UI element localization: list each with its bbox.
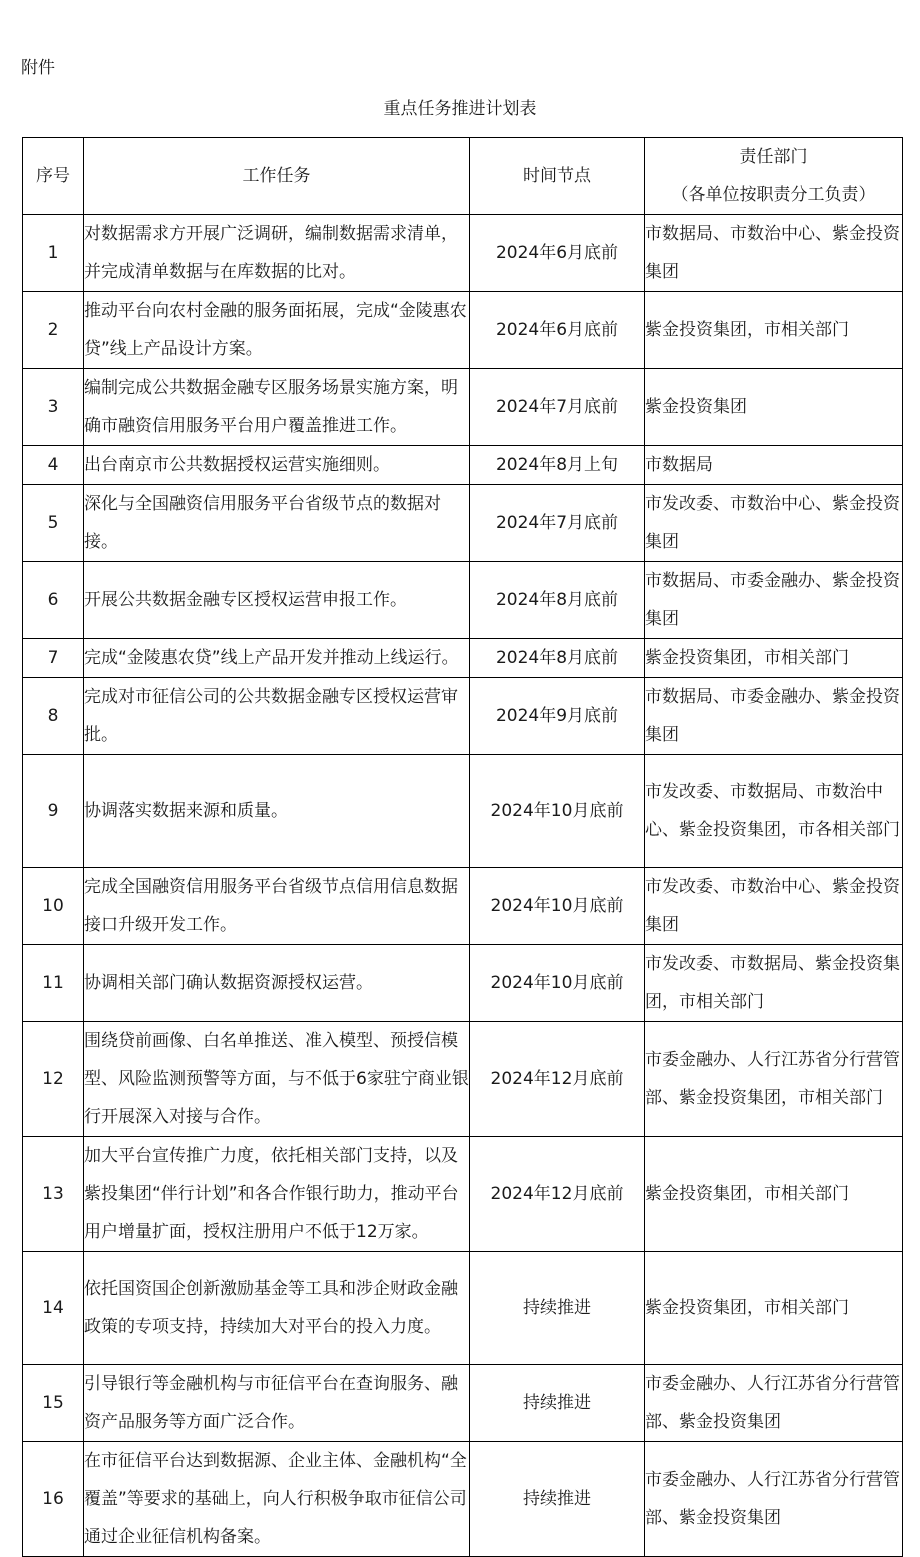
table-row [23, 485, 903, 562]
header-dept-line2: （各单位按职责分工负责） [671, 185, 876, 205]
cell-dept: 紫金投资集团 [645, 369, 903, 446]
table-row [23, 446, 903, 485]
cell-time: 2024年10月底前 [470, 945, 645, 1022]
cell-no: 4 [23, 446, 84, 485]
table-row [23, 868, 903, 945]
cell-dept: 紫金投资集团，市相关部门 [645, 1252, 903, 1365]
cell-time: 2024年12月底前 [470, 1137, 645, 1252]
cell-task: 加大平台宣传推广力度，依托相关部门支持，以及紫投集团“伴行计划”和各合作银行助力，推动平台用户增量扩面，授权注册用户不低于12万家。 [84, 1137, 470, 1252]
cell-dept: 市发改委、市数治中心、紫金投资集团 [645, 485, 903, 562]
cell-time: 2024年7月底前 [470, 485, 645, 562]
cell-task: 出台南京市公共数据授权运营实施细则。 [84, 446, 470, 485]
cell-dept: 市数据局 [645, 446, 903, 485]
page-title: 重点任务推进计划表 [383, 99, 537, 119]
cell-task: 依托国资国企创新激励基金等工具和涉企财政金融政策的专项支持，持续加大对平台的投入力度。 [84, 1252, 470, 1365]
cell-no: 6 [23, 562, 84, 639]
table-row [23, 945, 903, 1022]
cell-task: 开展公共数据金融专区授权运营申报工作。 [84, 562, 470, 639]
cell-time: 2024年8月底前 [470, 639, 645, 678]
header-no: 序号 [23, 138, 84, 215]
cell-dept: 市委金融办、人行江苏省分行营管部、紫金投资集团，市相关部门 [645, 1022, 903, 1137]
cell-no: 12 [23, 1022, 84, 1137]
cell-task: 在市征信平台达到数据源、企业主体、金融机构“全覆盖”等要求的基础上，向人行积极争取市征信公司通过企业征信机构备案。 [84, 1442, 470, 1557]
cell-dept: 市数据局、市委金融办、紫金投资集团 [645, 678, 903, 755]
table-row [23, 292, 903, 369]
cell-task: 编制完成公共数据金融专区服务场景实施方案，明确市融资信用服务平台用户覆盖推进工作。 [84, 369, 470, 446]
cell-dept: 市委金融办、人行江苏省分行营管部、紫金投资集团 [645, 1442, 903, 1557]
cell-no: 13 [23, 1137, 84, 1252]
cell-task: 完成对市征信公司的公共数据金融专区授权运营审批。 [84, 678, 470, 755]
cell-time: 持续推进 [470, 1365, 645, 1442]
cell-task: 协调相关部门确认数据资源授权运营。 [84, 945, 470, 1022]
cell-task: 深化与全国融资信用服务平台省级节点的数据对接。 [84, 485, 470, 562]
attachment-label: 附件 [21, 58, 55, 78]
table-row [23, 1137, 903, 1252]
cell-time: 2024年10月底前 [470, 755, 645, 868]
cell-no: 14 [23, 1252, 84, 1365]
cell-no: 7 [23, 639, 84, 678]
cell-time: 2024年10月底前 [470, 868, 645, 945]
cell-time: 2024年6月底前 [470, 215, 645, 292]
cell-dept: 市数据局、市数治中心、紫金投资集团 [645, 215, 903, 292]
header-dept-line1: 责任部门 [739, 147, 808, 167]
table-row [23, 1442, 903, 1557]
cell-no: 16 [23, 1442, 84, 1557]
cell-task: 围绕贷前画像、白名单推送、准入模型、预授信模型、风险监测预警等方面，与不低于6家驻宁商业银行开展深入对接与合作。 [84, 1022, 470, 1137]
table-row [23, 678, 903, 755]
cell-no: 10 [23, 868, 84, 945]
cell-task: 引导银行等金融机构与市征信平台在查询服务、融资产品服务等方面广泛合作。 [84, 1365, 470, 1442]
table-header-row [23, 138, 903, 215]
cell-dept: 市数据局、市委金融办、紫金投资集团 [645, 562, 903, 639]
table-row [23, 562, 903, 639]
cell-task: 协调落实数据来源和质量。 [84, 755, 470, 868]
cell-time: 持续推进 [470, 1442, 645, 1557]
cell-dept: 市委金融办、人行江苏省分行营管部、紫金投资集团 [645, 1365, 903, 1442]
cell-time: 2024年12月底前 [470, 1022, 645, 1137]
header-time: 时间节点 [470, 138, 645, 215]
cell-no: 2 [23, 292, 84, 369]
cell-time: 2024年8月底前 [470, 562, 645, 639]
cell-no: 8 [23, 678, 84, 755]
cell-time: 2024年7月底前 [470, 369, 645, 446]
cell-dept: 市发改委、市数据局、紫金投资集团，市相关部门 [645, 945, 903, 1022]
table-row [23, 755, 903, 868]
table-row [23, 1365, 903, 1442]
table-row [23, 639, 903, 678]
task-plan-table [22, 137, 903, 1557]
header-task: 工作任务 [84, 138, 470, 215]
cell-time: 2024年9月底前 [470, 678, 645, 755]
cell-no: 9 [23, 755, 84, 868]
cell-task: 推动平台向农村金融的服务面拓展，完成“金陵惠农贷”线上产品设计方案。 [84, 292, 470, 369]
cell-task: 对数据需求方开展广泛调研，编制数据需求清单，并完成清单数据与在库数据的比对。 [84, 215, 470, 292]
table-row [23, 369, 903, 446]
table-row [23, 1252, 903, 1365]
cell-task: 完成“金陵惠农贷”线上产品开发并推动上线运行。 [84, 639, 470, 678]
cell-no: 3 [23, 369, 84, 446]
cell-task: 完成全国融资信用服务平台省级节点信用信息数据接口升级开发工作。 [84, 868, 470, 945]
cell-no: 15 [23, 1365, 84, 1442]
table-row [23, 1022, 903, 1137]
cell-dept: 紫金投资集团，市相关部门 [645, 639, 903, 678]
cell-dept: 紫金投资集团，市相关部门 [645, 1137, 903, 1252]
cell-no: 5 [23, 485, 84, 562]
cell-time: 2024年6月底前 [470, 292, 645, 369]
cell-no: 1 [23, 215, 84, 292]
cell-time: 2024年8月上旬 [470, 446, 645, 485]
cell-no: 11 [23, 945, 84, 1022]
table-row [23, 215, 903, 292]
cell-dept: 紫金投资集团，市相关部门 [645, 292, 903, 369]
header-dept [645, 138, 903, 215]
cell-dept: 市发改委、市数据局、市数治中心、紫金投资集团，市各相关部门 [645, 755, 903, 868]
cell-time: 持续推进 [470, 1252, 645, 1365]
cell-dept: 市发改委、市数治中心、紫金投资集团 [645, 868, 903, 945]
